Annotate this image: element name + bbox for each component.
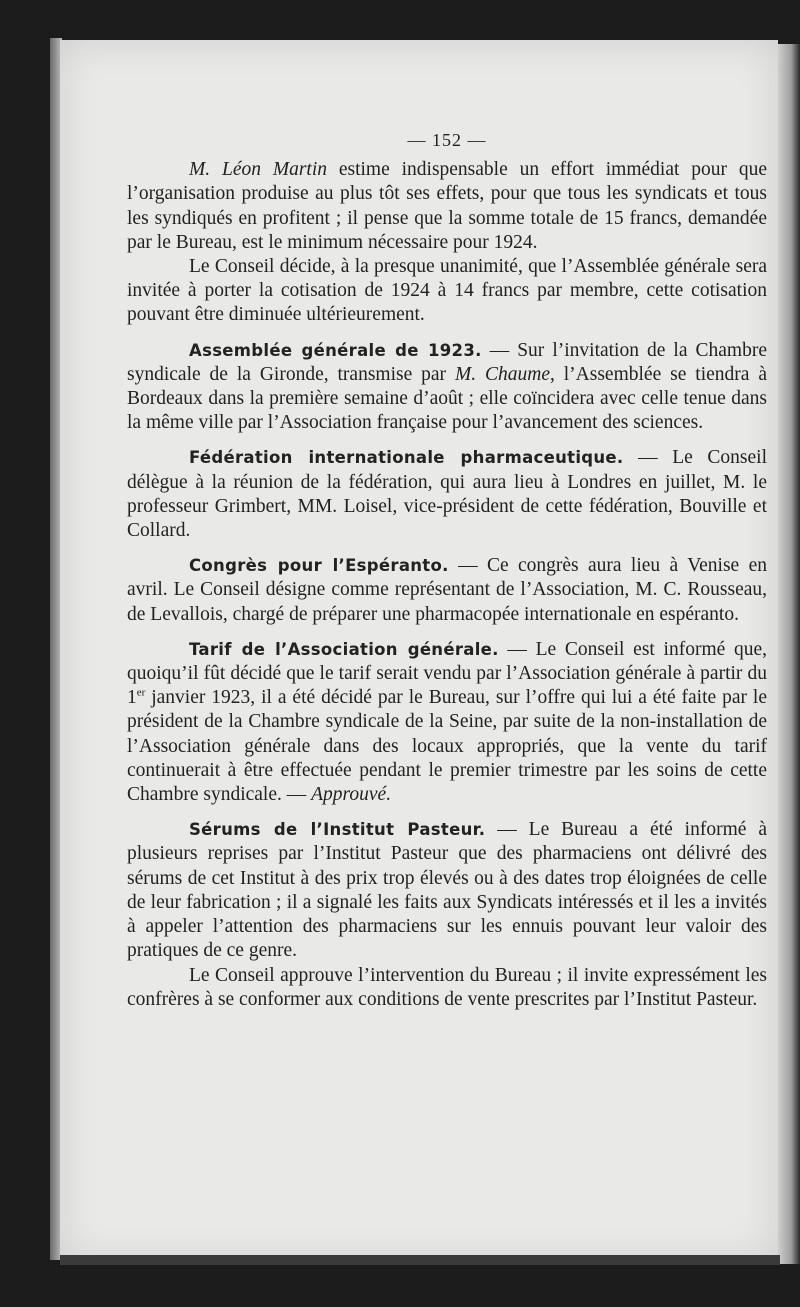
section-tarif — [65, 638, 767, 807]
section-esperanto — [65, 554, 767, 627]
paragraph-text: janvier 1923, il a été décidé par le Bureau, sur l’offre qui lui a été faite par le président de la Chambre syndicale de la Seine, par suite de la non-installation de l’Association générale dans des locaux appropriés, que la vente du tarif continuerait à être effectuée pendant le premier trimestre par les soins de cette Chambre syndicale. — — [127, 687, 767, 806]
paragraph-conseil-approuve — [65, 964, 767, 1012]
paragraph-cotisation — [65, 255, 767, 328]
paragraph-text: — Le Conseil délègue à la réunion de la fédération, qui aura lieu à Londres en juillet, M. le professeur Grimbert, MM. Loisel, vice-président de cette fédération, Bouville et Collard. — [127, 447, 767, 542]
paragraph-text: Le Conseil décide, à la presque unanimité, que l’Assemblée générale sera invitée à porter la cotisation de 1924 à 14 francs par membre, cette cotisation pouvant être diminuée ultérieurement. — [127, 256, 767, 326]
page-bottom-shadow — [60, 1255, 780, 1265]
section-federation — [65, 446, 767, 543]
paragraph-text: , l’Assemblée se tiendra à Bordeaux dans la première semaine d’août ; elle coïncidera avec celle tenue dans la même ville par l’Association française pour l’avancement des sciences. — [127, 363, 767, 434]
person-name: M. Chaume — [454, 363, 550, 385]
section-heading: Assemblée générale de 1923. — [189, 340, 482, 360]
ordinal-superscript: er — [136, 686, 146, 699]
section-heading: Tarif de l’Association générale. — [189, 639, 499, 659]
page-text — [127, 40, 767, 1012]
section-heading: Fédération internationale pharmaceutique. — [189, 448, 624, 468]
paragraph-text: — Le Bureau a été informé à plusieurs reprises par l’Institut Pasteur que des pharmaciens ont délivré des sérums de cet Institut à des prix trop élevés ou à des dates trop éloignées de celle de leur fabrication ; il a signalé les faits aux Syndicats intéressés et il les a invités à appeler l’attention des pharmaciens sur les ennuis pouvant leur valoir des pratiques de ce genre. — [127, 819, 767, 962]
section-serums — [65, 818, 767, 963]
paragraph-text: — Le Conseil est informé que, quoiqu’il fût décidé que le tarif serait vendu par l’Association générale à partir du 1 — [127, 638, 767, 709]
paragraph-martin — [65, 158, 767, 255]
section-heading: Sérums de l’Institut Pasteur. — [189, 820, 486, 840]
paragraph-text: — Sur l’invitation de la Chambre syndicale de la Gironde, transmise par — [127, 339, 767, 385]
next-page-edge — [778, 44, 800, 1264]
paragraph-text: estime indispensable un effort immédiat pour que l’organisation produise au plus tôt ses effets, pour que tous les syndicats et tous les syndiqués en profitent ; il pense que la somme totale de 15 francs, demandée par le Bureau, est le minimum nécessaire pour 1924. — [127, 159, 768, 253]
section-heading: Congrès pour l’Espéranto. — [189, 556, 449, 576]
section-assemblee — [65, 339, 767, 436]
paragraph-text: Le Conseil approuve l’intervention du Bureau ; il invite expressément les confrères à se conformer aux conditions de vente prescrites par l’Institut Pasteur. — [127, 964, 767, 1010]
speaker-name: M. Léon Martin — [189, 159, 327, 181]
paragraph-text: — Ce congrès aura lieu à Venise en avril. Le Conseil désigne comme représentant de l’Association, M. C. Rousseau, de Levallois, chargé de préparer une pharmacopée internationale en espéranto. — [127, 555, 767, 625]
approval-note: Approuvé. — [311, 784, 392, 806]
page-number: — 152 — — [407, 130, 487, 150]
